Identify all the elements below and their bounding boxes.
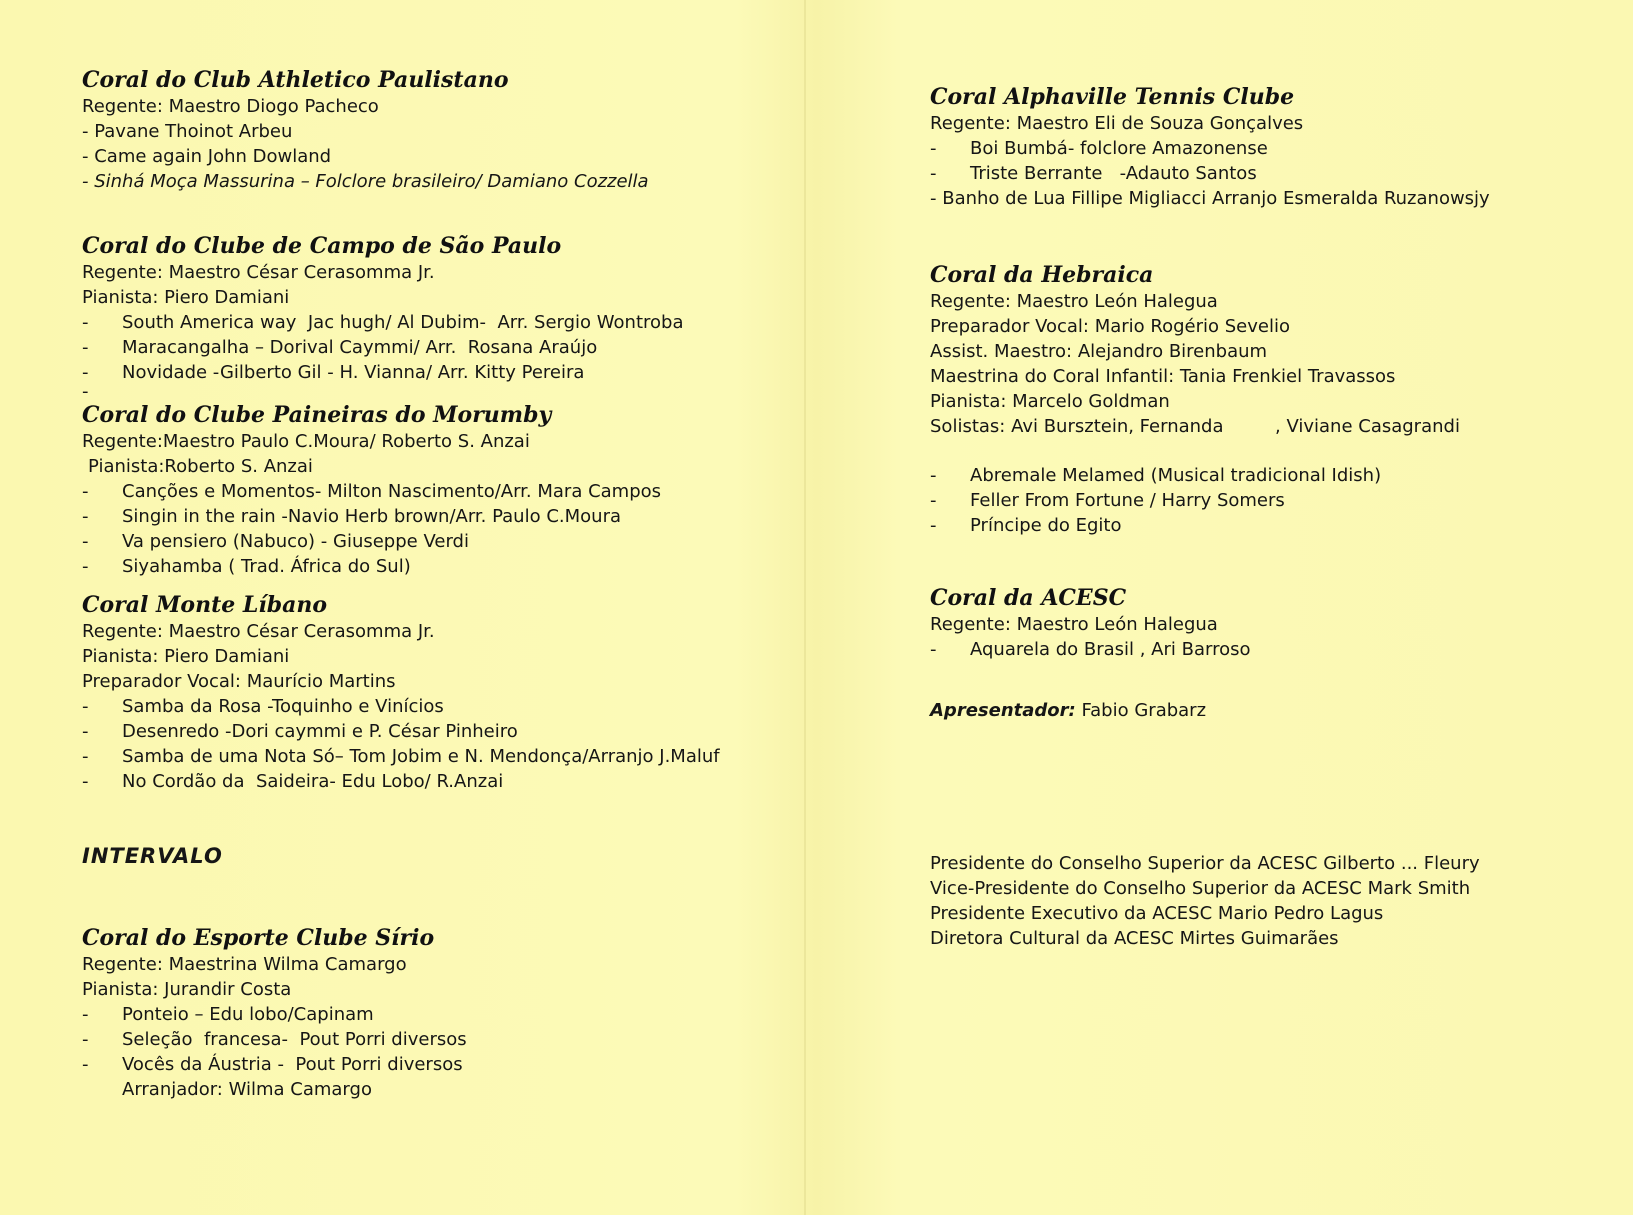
section-title: Coral Monte Líbano: [82, 592, 328, 618]
conductor-line: Regente: Maestro César Cerasomma Jr.: [82, 621, 435, 642]
dash: -: [930, 163, 937, 184]
program-item: - Maracangalha – Dorival Caymmi/ Arr. Rosana Araújo: [82, 337, 598, 358]
vocal-coach-line: Preparador Vocal: Mario Rogério Sevelio: [930, 316, 1290, 337]
section-alphaville: [930, 83, 1570, 211]
pianist-line: Pianista: Piero Damiani: [82, 287, 290, 308]
section-title: Coral da ACESC: [930, 585, 1127, 611]
dash: -: [930, 515, 937, 536]
section-campo-sao-paulo: [82, 232, 782, 402]
pianist-line: Pianista: Jurandir Costa: [82, 979, 292, 1000]
presenter-label: Apresentador:: [930, 700, 1076, 721]
program-item: - No Cordão da Saideira- Edu Lobo/ R.Anzai: [82, 771, 504, 792]
conductor-line: Regente:Maestro Paulo C.Moura/ Roberto S. Anzai: [82, 431, 530, 452]
dash: -: [82, 771, 89, 792]
credit-line: Vice-Presidente do Conselho Superior da ACESC Mark Smith: [930, 878, 1471, 899]
pianist-line: Pianista: Marcelo Goldman: [930, 391, 1170, 412]
credit-line: Presidente Executivo da ACESC Mario Pedro Lagus: [930, 903, 1384, 924]
arranger-line: Arranjador: Wilma Camargo: [122, 1079, 372, 1100]
program-item: - Pavane Thoinot Arbeu: [82, 121, 293, 142]
program-item: - Seleção francesa- Pout Porri diversos: [82, 1029, 467, 1050]
dash: -: [82, 746, 89, 767]
conductor-line: Regente: Maestro Diogo Pacheco: [82, 96, 379, 117]
fold-line: [804, 0, 806, 1215]
presenter-line: [930, 698, 1570, 723]
dash: -: [82, 1029, 89, 1050]
section-esporte-sirio: [82, 924, 782, 1102]
credits-block: [930, 851, 1570, 951]
section-title: Coral do Esporte Clube Sírio: [82, 925, 435, 951]
dash: -: [82, 1054, 89, 1075]
program-item: - Aquarela do Brasil , Ari Barroso: [930, 639, 1251, 660]
dash: -: [930, 490, 937, 511]
vocal-coach-line: Preparador Vocal: Maurício Martins: [82, 671, 396, 692]
program-item: - Samba de uma Nota Só– Tom Jobim e N. Mendonça/Arranjo J.Maluf: [82, 746, 720, 767]
pianist-line: Pianista:Roberto S. Anzai: [88, 456, 313, 477]
program-item: - Siyahamba ( Trad. África do Sul): [82, 556, 411, 577]
dash: -: [82, 556, 89, 577]
conductor-line: Regente: Maestrina Wilma Camargo: [82, 954, 407, 975]
program-item: - Triste Berrante -Adauto Santos: [930, 163, 1257, 184]
program-item: - Came again John Dowland: [82, 146, 332, 167]
program-item: - Va pensiero (Nabuco) - Giuseppe Verdi: [82, 531, 469, 552]
program-item: - Canções e Momentos- Milton Nascimento/Arr. Mara Campos: [82, 481, 662, 502]
conductor-line: Regente: Maestro César Cerasomma Jr.: [82, 262, 435, 283]
section-title: Coral da Hebraica: [930, 262, 1154, 288]
left-column: [82, 66, 782, 1102]
program-item: - Novidade -Gilberto Gil - H. Vianna/ Arr. Kitty Pereira: [82, 362, 585, 383]
children-choir-line: Maestrina do Coral Infantil: Tania Frenkiel Travassos: [930, 366, 1396, 387]
section-title: Coral do Clube de Campo de São Paulo: [82, 233, 562, 259]
section-monte-libano: [82, 591, 782, 794]
program-item: - Abremale Melamed (Musical tradicional Idish): [930, 465, 1382, 486]
section-paineiras: [82, 401, 782, 579]
dash: -: [82, 312, 89, 333]
credit-line: Presidente do Conselho Superior da ACESC Gilberto ... Fleury: [930, 853, 1480, 874]
program-item: - Ponteio – Edu lobo/Capinam: [82, 1004, 374, 1025]
dash: -: [930, 138, 937, 159]
dash: -: [82, 337, 89, 358]
dash: -: [82, 696, 89, 717]
section-title: Coral do Club Athletico Paulistano: [82, 67, 509, 93]
dash: -: [82, 721, 89, 742]
program-item: - Singin in the rain -Navio Herb brown/Arr. Paulo C.Moura: [82, 506, 621, 527]
conductor-line: Regente: Maestro Eli de Souza Gonçalves: [930, 113, 1304, 134]
right-column: [930, 83, 1570, 951]
dash: -: [82, 531, 89, 552]
section-title: Coral do Clube Paineiras do Morumby: [82, 402, 552, 428]
intermission-label: INTERVALO: [82, 844, 223, 868]
program-item: - Samba da Rosa -Toquinho e Vinícios: [82, 696, 444, 717]
conductor-line: Regente: Maestro León Halegua: [930, 614, 1218, 635]
program-item: - Príncipe do Egito: [930, 515, 1122, 536]
section-acesc: [930, 584, 1570, 662]
dash: -: [82, 481, 89, 502]
section-title: Coral Alphaville Tennis Clube: [930, 84, 1295, 110]
program-item: - Sinhá Moça Massurina – Folclore brasileiro/ Damiano Cozzella: [82, 171, 649, 192]
dash: -: [930, 465, 937, 486]
assistant-line: Assist. Maestro: Alejandro Birenbaum: [930, 341, 1268, 362]
section-paulistano: [82, 66, 782, 194]
dash: -: [82, 362, 89, 383]
program-item: - Desenredo -Dori caymmi e P. César Pinheiro: [82, 721, 518, 742]
program-item: - Banho de Lua Fillipe Migliacci Arranjo Esmeralda Ruzanowsjy: [930, 188, 1490, 209]
pianist-line: Pianista: Piero Damiani: [82, 646, 290, 667]
stray-dash: -: [82, 381, 89, 402]
program-item: - Boi Bumbá- folclore Amazonense: [930, 138, 1268, 159]
dash: -: [82, 506, 89, 527]
conductor-line: Regente: Maestro León Halegua: [930, 291, 1218, 312]
program-item: - Vocês da Áustria - Pout Porri diversos: [82, 1054, 463, 1075]
program-item: - South America way Jac hugh/ Al Dubim- Arr. Sergio Wontroba: [82, 312, 684, 333]
section-hebraica: [930, 261, 1570, 538]
credit-line: Diretora Cultural da ACESC Mirtes Guimarães: [930, 928, 1339, 949]
dash: -: [930, 639, 937, 660]
dash: -: [82, 1004, 89, 1025]
program-item: - Feller From Fortune / Harry Somers: [930, 490, 1285, 511]
soloists-line: Solistas: Avi Bursztein, Fernanda , Viviane Casagrandi: [930, 416, 1460, 437]
presenter-name: Fabio Grabarz: [1081, 700, 1207, 721]
